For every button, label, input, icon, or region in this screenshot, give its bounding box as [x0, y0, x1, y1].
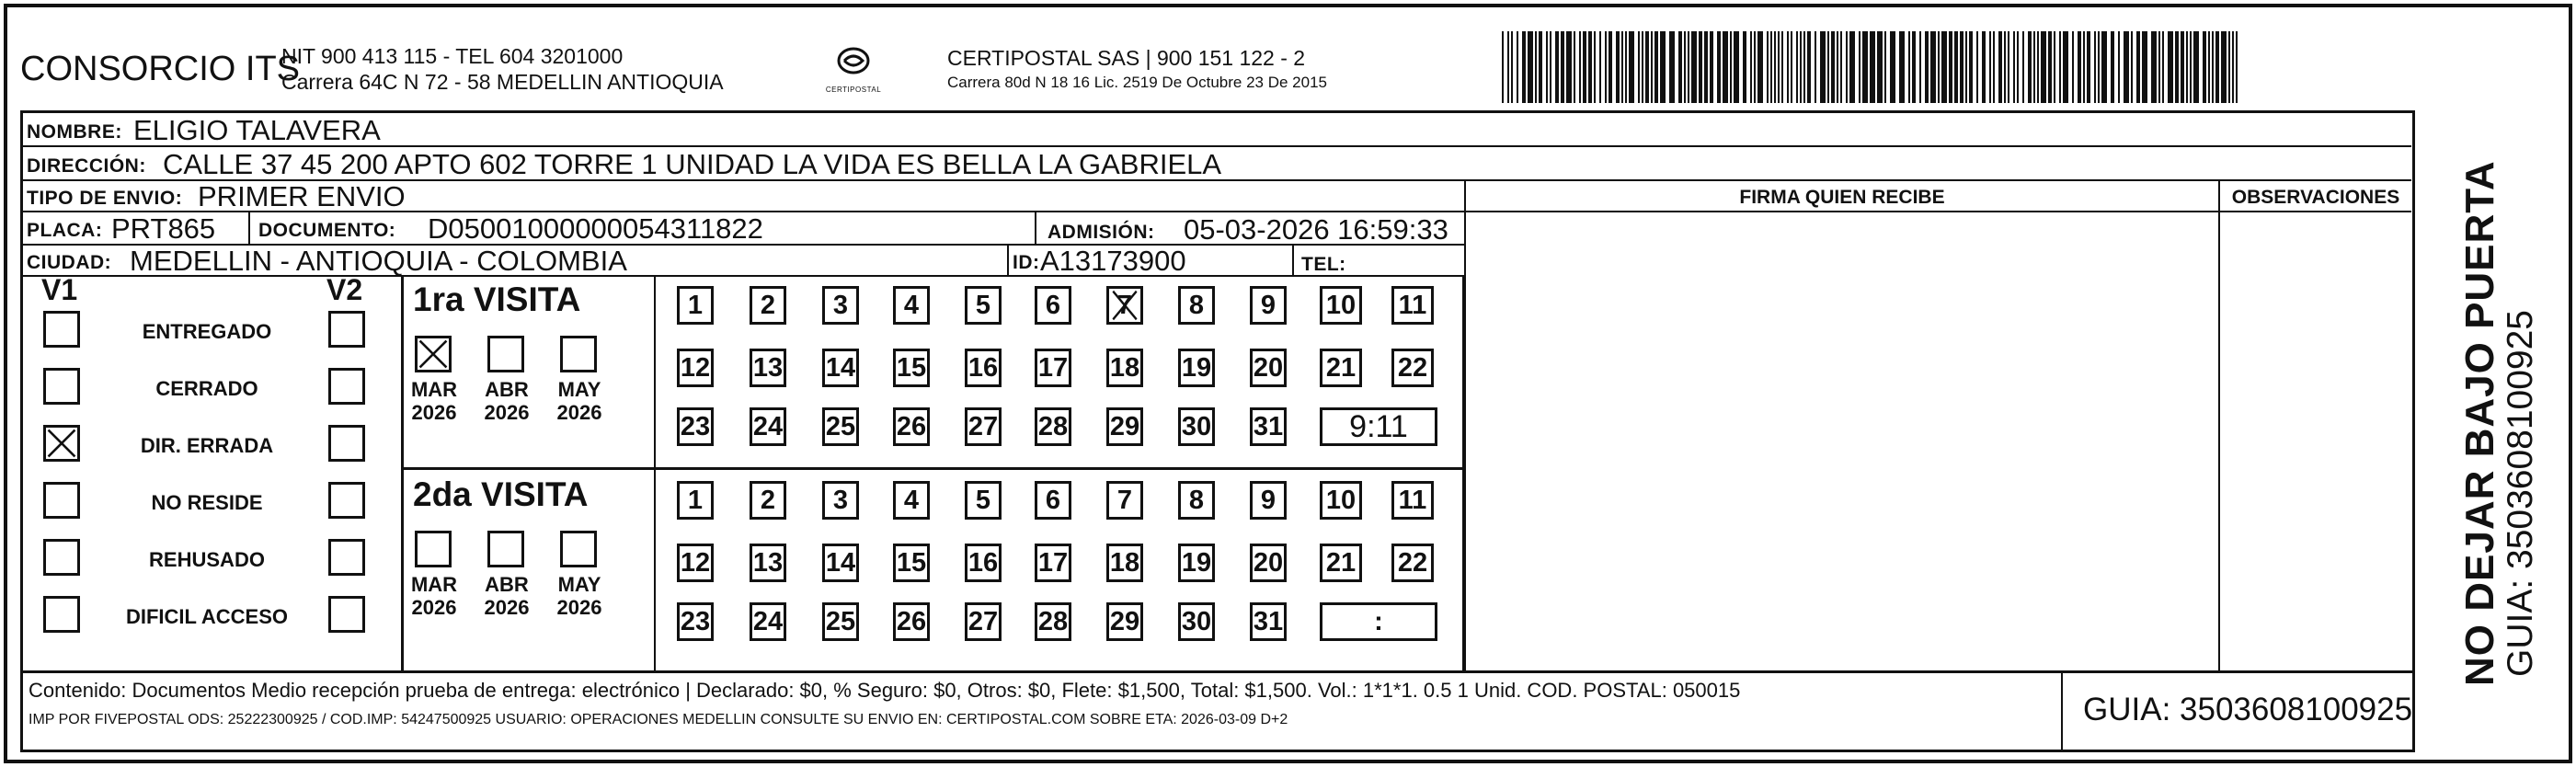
divider [1007, 246, 1009, 275]
day-number: 26 [896, 606, 927, 636]
day-number: 10 [1325, 290, 1357, 320]
divider [1035, 212, 1036, 244]
day-cell[interactable] [1320, 349, 1362, 387]
month-name: MAY [557, 573, 601, 596]
day-number: 15 [896, 352, 927, 383]
month-label [402, 378, 466, 424]
day-number: 7 [1116, 485, 1133, 515]
certipostal-logo-icon [817, 44, 890, 81]
month-label [475, 573, 539, 619]
day-number: 8 [1188, 290, 1205, 320]
day-number: 18 [1109, 547, 1140, 578]
certipostal-name: CERTIPOSTAL SAS | 900 151 122 - 2 [947, 46, 1306, 70]
divider [401, 467, 1464, 470]
day-cell[interactable] [1106, 544, 1143, 582]
day-cell[interactable] [1035, 407, 1071, 446]
day-cell[interactable] [750, 481, 786, 520]
tipo-value: PRIMER ENVIO [198, 180, 406, 212]
month-name: MAR [410, 378, 458, 401]
day-cell[interactable] [1250, 481, 1287, 520]
ciudad-label: CIUDAD: [27, 252, 112, 273]
day-number: 6 [1045, 485, 1061, 515]
company-nit: NIT 900 413 115 - TEL 604 3201000 [281, 44, 624, 68]
month-year: 2026 [484, 596, 530, 619]
day-cell[interactable] [750, 349, 786, 387]
day-cell[interactable] [1391, 481, 1434, 520]
day-number: 1 [687, 290, 704, 320]
obs-header [2220, 181, 2411, 212]
day-number: 22 [1397, 547, 1428, 578]
admision-label: ADMISIÓN: [1048, 222, 1155, 243]
day-cell[interactable] [822, 544, 859, 582]
v2-label: V2 [326, 273, 363, 306]
month-year: 2026 [556, 596, 602, 619]
nombre-value: ELIGIO TALAVERA [133, 114, 381, 146]
divider [1462, 277, 1464, 673]
v1-checkbox[interactable] [43, 368, 80, 405]
side-guia: GUIA: 3503608100925 [2501, 310, 2540, 677]
shipping-guide-card [4, 4, 2572, 763]
day-cell[interactable] [1320, 544, 1362, 582]
day-number: 11 [1398, 485, 1427, 515]
day-number: 25 [825, 606, 856, 636]
signature-area[interactable] [1464, 181, 2220, 673]
day-number: 20 [1253, 352, 1284, 383]
day-cell[interactable] [1250, 544, 1287, 582]
month-name: ABR [485, 378, 529, 401]
tipo-label: TIPO DE ENVIO: [27, 188, 183, 209]
month-checkbox[interactable] [415, 336, 452, 372]
day-cell[interactable] [677, 481, 714, 520]
v2-checkbox[interactable] [328, 368, 365, 405]
day-cell[interactable] [677, 602, 714, 641]
day-cell[interactable] [822, 286, 859, 325]
month-checkbox[interactable] [487, 531, 524, 567]
day-number: 12 [680, 547, 711, 578]
day-number: 16 [967, 352, 999, 383]
nombre-label: NOMBRE: [27, 121, 122, 143]
day-cell[interactable] [1178, 481, 1215, 520]
month-label [547, 573, 612, 619]
day-number: 2 [760, 485, 776, 515]
day-cell[interactable] [750, 602, 786, 641]
v1-checkbox[interactable] [43, 482, 80, 519]
day-number: 14 [825, 352, 856, 383]
day-cell[interactable] [1106, 407, 1143, 446]
day-number: 23 [680, 606, 711, 636]
day-number: 21 [1325, 547, 1357, 578]
day-number: 8 [1188, 485, 1205, 515]
day-number: 6 [1045, 290, 1061, 320]
company-name: CONSORCIO ITS [20, 50, 301, 88]
day-cell[interactable] [1320, 286, 1362, 325]
status-label: CERRADO [155, 377, 258, 400]
day-number: 9 [1260, 290, 1277, 320]
v2-checkbox[interactable] [328, 482, 365, 519]
row-placa [23, 212, 1464, 246]
day-number: 11 [1398, 290, 1427, 320]
v1-label: V1 [41, 273, 78, 306]
status-label: DIFICIL ACCESO [125, 605, 288, 628]
day-cell[interactable] [822, 481, 859, 520]
time-box[interactable]: 9:11 [1320, 407, 1437, 446]
id-label: ID: [1013, 252, 1040, 273]
day-number: 15 [896, 547, 927, 578]
day-number: 23 [680, 411, 711, 441]
documento-value: D05001000000054311822 [428, 212, 763, 245]
placa-label: PLACA: [27, 220, 103, 241]
row-direccion [23, 147, 2411, 181]
day-cell[interactable] [1106, 602, 1143, 641]
day-cell[interactable] [1320, 481, 1362, 520]
day-cell[interactable] [1035, 286, 1071, 325]
day-number: 4 [903, 290, 920, 320]
tel-label: TEL: [1301, 254, 1346, 275]
day-number: 28 [1037, 606, 1069, 636]
day-cell[interactable] [822, 407, 859, 446]
status-label: DIR. ERRADA [140, 434, 274, 457]
month-name: ABR [485, 573, 529, 596]
divider [1292, 246, 1294, 275]
day-cell[interactable] [1035, 544, 1071, 582]
month-checkbox[interactable] [415, 531, 452, 567]
day-cell[interactable] [1035, 602, 1071, 641]
obs-label: OBSERVACIONES [2231, 187, 2400, 208]
day-cell[interactable] [893, 286, 930, 325]
day-number: 3 [832, 485, 849, 515]
day-number: 31 [1253, 606, 1284, 636]
day-cell[interactable] [1391, 349, 1434, 387]
day-number: 1 [687, 485, 704, 515]
day-number: 26 [896, 411, 927, 441]
day-cell[interactable] [965, 286, 1002, 325]
day-cell[interactable] [1250, 407, 1287, 446]
day-number: 17 [1037, 547, 1069, 578]
day-cell[interactable] [1391, 286, 1434, 325]
month-label [402, 573, 466, 619]
v1-checkbox[interactable] [43, 596, 80, 633]
month-year: 2026 [411, 596, 457, 619]
month-label [547, 378, 612, 424]
day-cell[interactable] [1106, 349, 1143, 387]
day-cell[interactable] [1250, 286, 1287, 325]
day-number: 20 [1253, 547, 1284, 578]
admision-value: 05-03-2026 16:59:33 [1184, 213, 1448, 246]
day-number: 29 [1109, 606, 1140, 636]
day-cell[interactable] [893, 349, 930, 387]
row-tipo [23, 181, 1464, 212]
v2-checkbox[interactable] [328, 539, 365, 576]
row-ciudad [23, 246, 1464, 277]
day-number: 21 [1325, 352, 1357, 383]
month-checkbox[interactable] [560, 531, 597, 567]
day-cell[interactable] [677, 349, 714, 387]
status-label: REHUSADO [149, 548, 265, 571]
side-warning: NO DEJAR BAJO PUERTA [2457, 160, 2502, 686]
day-cell[interactable] [1391, 544, 1434, 582]
day-cell[interactable] [893, 407, 930, 446]
day-cell[interactable] [1250, 349, 1287, 387]
footer [20, 673, 2415, 752]
day-number: 9 [1260, 485, 1277, 515]
barcode [1502, 31, 2256, 103]
certipostal-address: Carrera 80d N 18 16 Lic. 2519 De Octubre 23 De 2015 [947, 74, 1327, 91]
day-number: 3 [832, 290, 849, 320]
day-cell[interactable] [1106, 286, 1143, 325]
day-cell[interactable] [1178, 286, 1215, 325]
day-number: 12 [680, 352, 711, 383]
day-number: 13 [752, 547, 784, 578]
day-cell[interactable] [750, 544, 786, 582]
day-cell[interactable] [1178, 349, 1215, 387]
v2-checkbox[interactable] [328, 311, 365, 348]
day-number: 4 [903, 485, 920, 515]
day-cell[interactable] [750, 407, 786, 446]
observaciones-area[interactable] [2220, 181, 2411, 673]
day-cell[interactable] [677, 286, 714, 325]
footer-imp: IMP POR FIVEPOSTAL ODS: 25222300925 / COD.IMP: 54247500925 USUARIO: OPERACIONES MEDELLIN CONSULTE SU ENVIO EN: CERTIPOSTAL.COM SOBRE ETA: 2026-03-09 D+2 [29, 712, 1288, 727]
v2-checkbox[interactable] [328, 425, 365, 462]
month-year: 2026 [556, 401, 602, 424]
logo-caption: CERTIPOSTAL [825, 86, 882, 94]
time-box[interactable]: : [1320, 602, 1437, 641]
day-number: 5 [975, 485, 991, 515]
day-number: 22 [1397, 352, 1428, 383]
day-cell[interactable] [1178, 544, 1215, 582]
month-checkbox[interactable] [487, 336, 524, 372]
day-number: 30 [1181, 411, 1212, 441]
divider [654, 277, 656, 673]
v1-checkbox[interactable] [43, 425, 80, 462]
day-cell[interactable] [1178, 407, 1215, 446]
day-mark-icon [1111, 289, 1139, 322]
row-nombre [23, 113, 2411, 147]
ciudad-value: MEDELLIN - ANTIOQUIA - COLOMBIA [130, 245, 627, 277]
month-name: MAR [410, 573, 458, 596]
footer-guia: GUIA: 3503608100925 [2083, 692, 2413, 727]
day-number: 16 [967, 547, 999, 578]
day-cell[interactable] [677, 544, 714, 582]
day-number: 14 [825, 547, 856, 578]
day-cell[interactable] [1250, 602, 1287, 641]
month-name: MAY [557, 378, 601, 401]
v2-checkbox[interactable] [328, 596, 365, 633]
day-number: 29 [1109, 411, 1140, 441]
status-panel [23, 273, 1464, 673]
visit1-title: 1ra VISITA [413, 280, 581, 318]
day-cell[interactable] [1035, 481, 1071, 520]
day-number: 17 [1037, 352, 1069, 383]
day-number: 2 [760, 290, 776, 320]
day-cell[interactable] [965, 602, 1002, 641]
firma-header [1466, 181, 2218, 212]
day-cell[interactable] [893, 481, 930, 520]
divider [2061, 673, 2063, 750]
status-label: NO RESIDE [151, 491, 263, 514]
v1-checkbox[interactable] [43, 539, 80, 576]
day-cell[interactable] [822, 602, 859, 641]
day-number: 10 [1325, 485, 1357, 515]
day-number: 24 [752, 606, 784, 636]
day-cell[interactable] [893, 602, 930, 641]
divider [248, 212, 250, 244]
day-number: 30 [1181, 606, 1212, 636]
day-cell[interactable] [893, 544, 930, 582]
id-value: A13173900 [1040, 245, 1186, 277]
month-year: 2026 [484, 401, 530, 424]
day-cell[interactable] [822, 349, 859, 387]
documento-label: DOCUMENTO: [258, 220, 396, 241]
day-number: 27 [967, 606, 999, 636]
day-number: 28 [1037, 411, 1069, 441]
status-label: ENTREGADO [142, 320, 272, 343]
day-cell[interactable] [965, 544, 1002, 582]
day-cell[interactable] [965, 481, 1002, 520]
day-cell[interactable] [1035, 349, 1071, 387]
day-number: 19 [1181, 352, 1212, 383]
day-number: 24 [752, 411, 784, 441]
header [7, 7, 2569, 104]
month-checkbox[interactable] [560, 336, 597, 372]
day-number: 18 [1109, 352, 1140, 383]
company-address: Carrera 64C N 72 - 58 MEDELLIN ANTIOQUIA [281, 70, 724, 94]
day-number: 13 [752, 352, 784, 383]
placa-value: PRT865 [111, 212, 216, 245]
day-cell[interactable] [1106, 481, 1143, 520]
day-number: 7 [1116, 290, 1133, 320]
day-cell[interactable] [750, 286, 786, 325]
firma-label: FIRMA QUIEN RECIBE [1739, 187, 1945, 208]
day-number: 27 [967, 411, 999, 441]
direccion-label: DIRECCIÓN: [27, 155, 146, 177]
day-number: 19 [1181, 547, 1212, 578]
direccion-value: CALLE 37 45 200 APTO 602 TORRE 1 UNIDAD LA VIDA ES BELLA LA GABRIELA [163, 148, 1222, 180]
month-label [475, 378, 539, 424]
day-cell[interactable] [965, 407, 1002, 446]
month-year: 2026 [411, 401, 457, 424]
day-number: 31 [1253, 411, 1284, 441]
day-cell[interactable] [1178, 602, 1215, 641]
day-cell[interactable] [677, 407, 714, 446]
main-form [20, 110, 2415, 673]
visit2-title: 2da VISITA [413, 475, 589, 513]
v1-checkbox[interactable] [43, 311, 80, 348]
day-number: 5 [975, 290, 991, 320]
footer-contenido: Contenido: Documentos Medio recepción prueba de entrega: electrónico | Declarado: $0, % Seguro: $0, Otros: $0, Flete: $1,500, Total: $1,500. Vol.: 1*1*1. 0.5 1 Unid. COD. POSTAL: 050015 [29, 679, 1741, 702]
certipostal-logo [817, 44, 890, 101]
day-cell[interactable] [965, 349, 1002, 387]
day-number: 25 [825, 411, 856, 441]
